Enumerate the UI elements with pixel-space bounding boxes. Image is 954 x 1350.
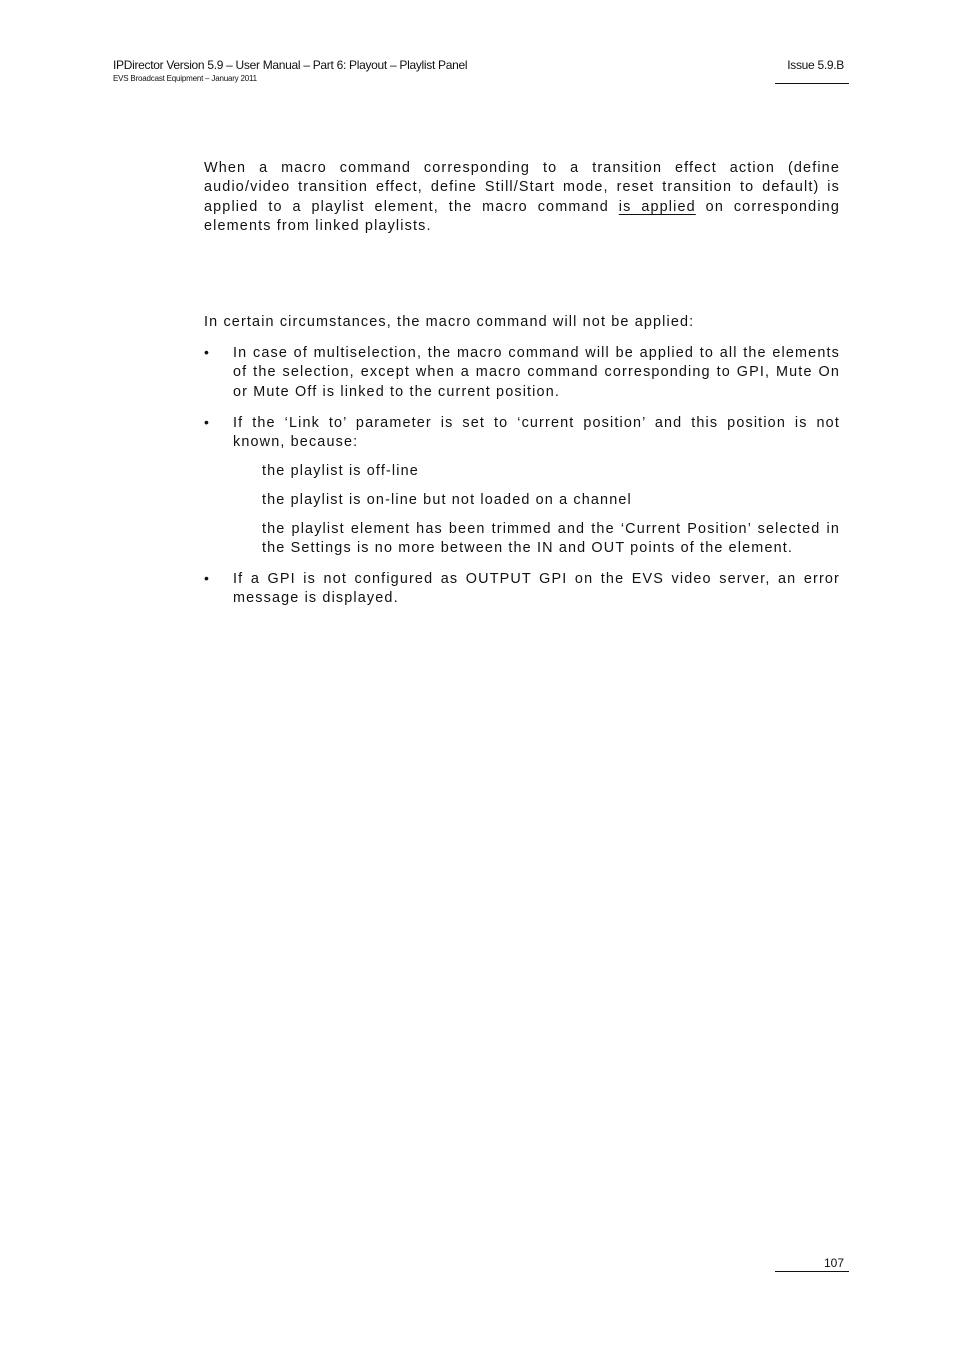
header-rule (775, 83, 849, 84)
sub-item-offline: the playlist is off-line (262, 463, 419, 479)
header-issue: Issue 5.9.B (787, 58, 844, 72)
paragraph1-text-after: on corresponding elements from linked playlists. (204, 198, 840, 234)
sub-item-not-loaded: the playlist is on-line but not loaded on a channel (262, 492, 632, 508)
bullet-item-gpi-error: If a GPI is not configured as OUTPUT GPI on the EVS video server, an error message is displayed. (233, 571, 840, 607)
paragraph1-underlined: is applied (618, 198, 696, 215)
paragraph-circumstances: In certain circumstances, the macro command will not be applied: (204, 314, 695, 330)
paragraph-linked-playlists (204, 159, 840, 236)
sub-item-trimmed: the playlist element has been trimmed and the ‘Current Position’ selected in the Settings is no more between the IN and OUT points of the element. (262, 521, 840, 557)
paragraph1-text-before: When a macro command corresponding to a transition effect action (define audio/video transition effect, define Still/Start mode, reset transition to default) is applied to a playlist element, the macro command (204, 160, 840, 215)
footer-rule (775, 1271, 849, 1272)
bullet-item-multiselection: In case of multiselection, the macro command will be applied to all the elements of the selection, except when a macro command corresponding to GPI, Mute On or Mute Off is linked to the current position. (233, 345, 840, 400)
bullet-symbol: • (204, 570, 209, 586)
bullet-item-link-to: If the ‘Link to’ parameter is set to ‘current position’ and this position is not known, because: (233, 415, 840, 451)
header-title: IPDirector Version 5.9 – User Manual – Part 6: Playout – Playlist Panel (113, 58, 468, 72)
page-number: 107 (823, 1256, 844, 1270)
header-subtitle: EVS Broadcast Equipment – January 2011 (113, 74, 257, 83)
bullet-symbol: • (204, 344, 209, 360)
bullet-symbol: • (204, 414, 209, 430)
